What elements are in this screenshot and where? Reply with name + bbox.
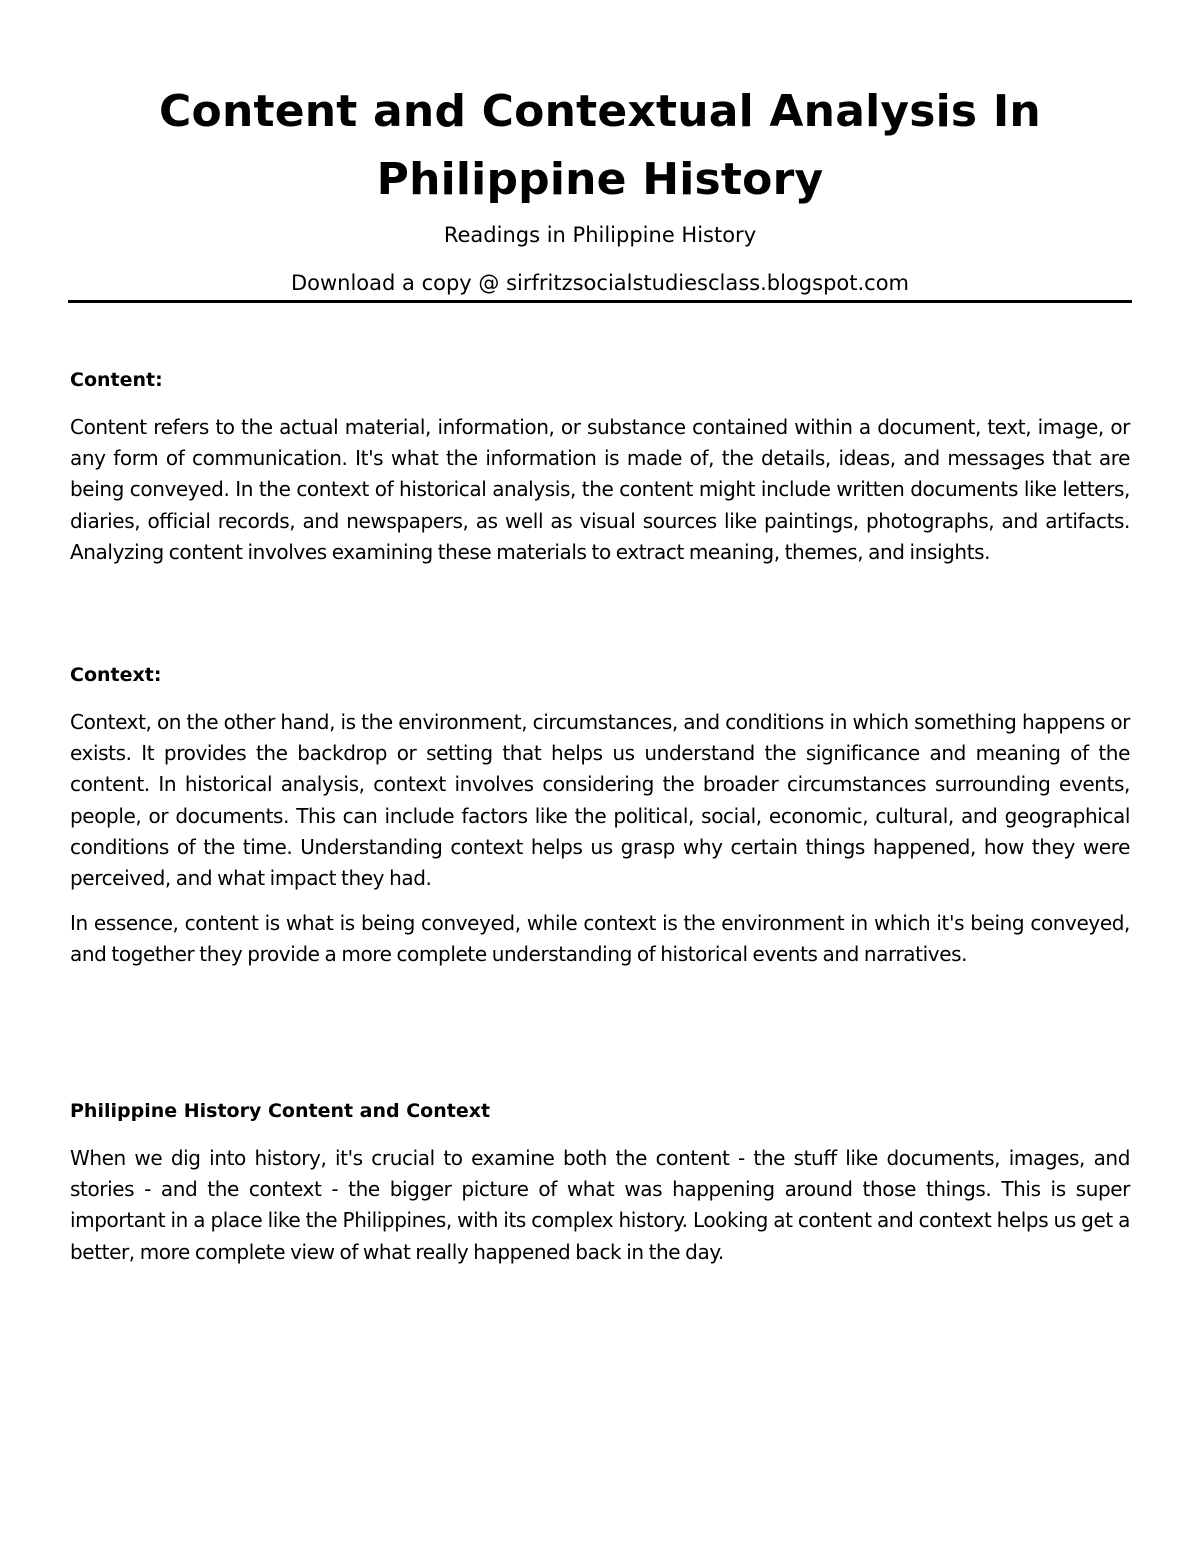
- document-header: [68, 78, 1132, 295]
- title-line-1: Content and Contextual Analysis In: [159, 86, 1041, 137]
- context-heading: Context:: [70, 664, 162, 686]
- content-heading: Content:: [70, 369, 163, 391]
- philippine-history-heading: Philippine History Content and Context: [70, 1100, 491, 1122]
- philippine-history-paragraph: When we dig into history, it's crucial to examine both the content - the stuff like documents, images, and stories - and the context - the bigger picture of what was happening around those things. This is super important in a place like the Philippines, with its complex history. Looking at content and context helps us get a better, more complete view of what really happened back in the day.: [70, 1146, 1130, 1264]
- document-title: [68, 78, 1132, 214]
- title-line-2: Philippine History: [376, 154, 824, 205]
- philippine-history-section: [70, 1097, 1130, 1268]
- context-paragraph-1: Context, on the other hand, is the environment, circumstances, and conditions in which something happens or exists. It provides the backdrop or setting that helps us understand the significance and meaning of the content. In historical analysis, context involves considering the broader circumstances surrounding events, people, or documents. This can include factors like the political, social, economic, cultural, and geographical conditions of the time. Understanding context helps us grasp why certain things happened, how they were perceived, and what impact they had.: [70, 710, 1130, 891]
- document-subtitle: Readings in Philippine History: [443, 223, 757, 247]
- header-divider: [68, 300, 1132, 303]
- context-paragraph-2: In essence, content is what is being conveyed, while context is the environment in which it's being conveyed, and together they provide a more complete understanding of historical events and narratives.: [70, 911, 1130, 967]
- content-section: [70, 366, 1130, 568]
- download-note: Download a copy @ sirfritzsocialstudiesclass.blogspot.com: [290, 271, 910, 295]
- content-paragraph: Content refers to the actual material, information, or substance contained within a document, text, image, or any form of communication. It's what the information is made of, the details, ideas, and messages that are being conveyed. In the context of historical analysis, the content might include written documents like letters, diaries, official records, and newspapers, as well as visual sources like paintings, photographs, and artifacts. Analyzing content involves examining these materials to extract meaning, themes, and insights.: [70, 415, 1130, 564]
- context-section: [70, 661, 1130, 971]
